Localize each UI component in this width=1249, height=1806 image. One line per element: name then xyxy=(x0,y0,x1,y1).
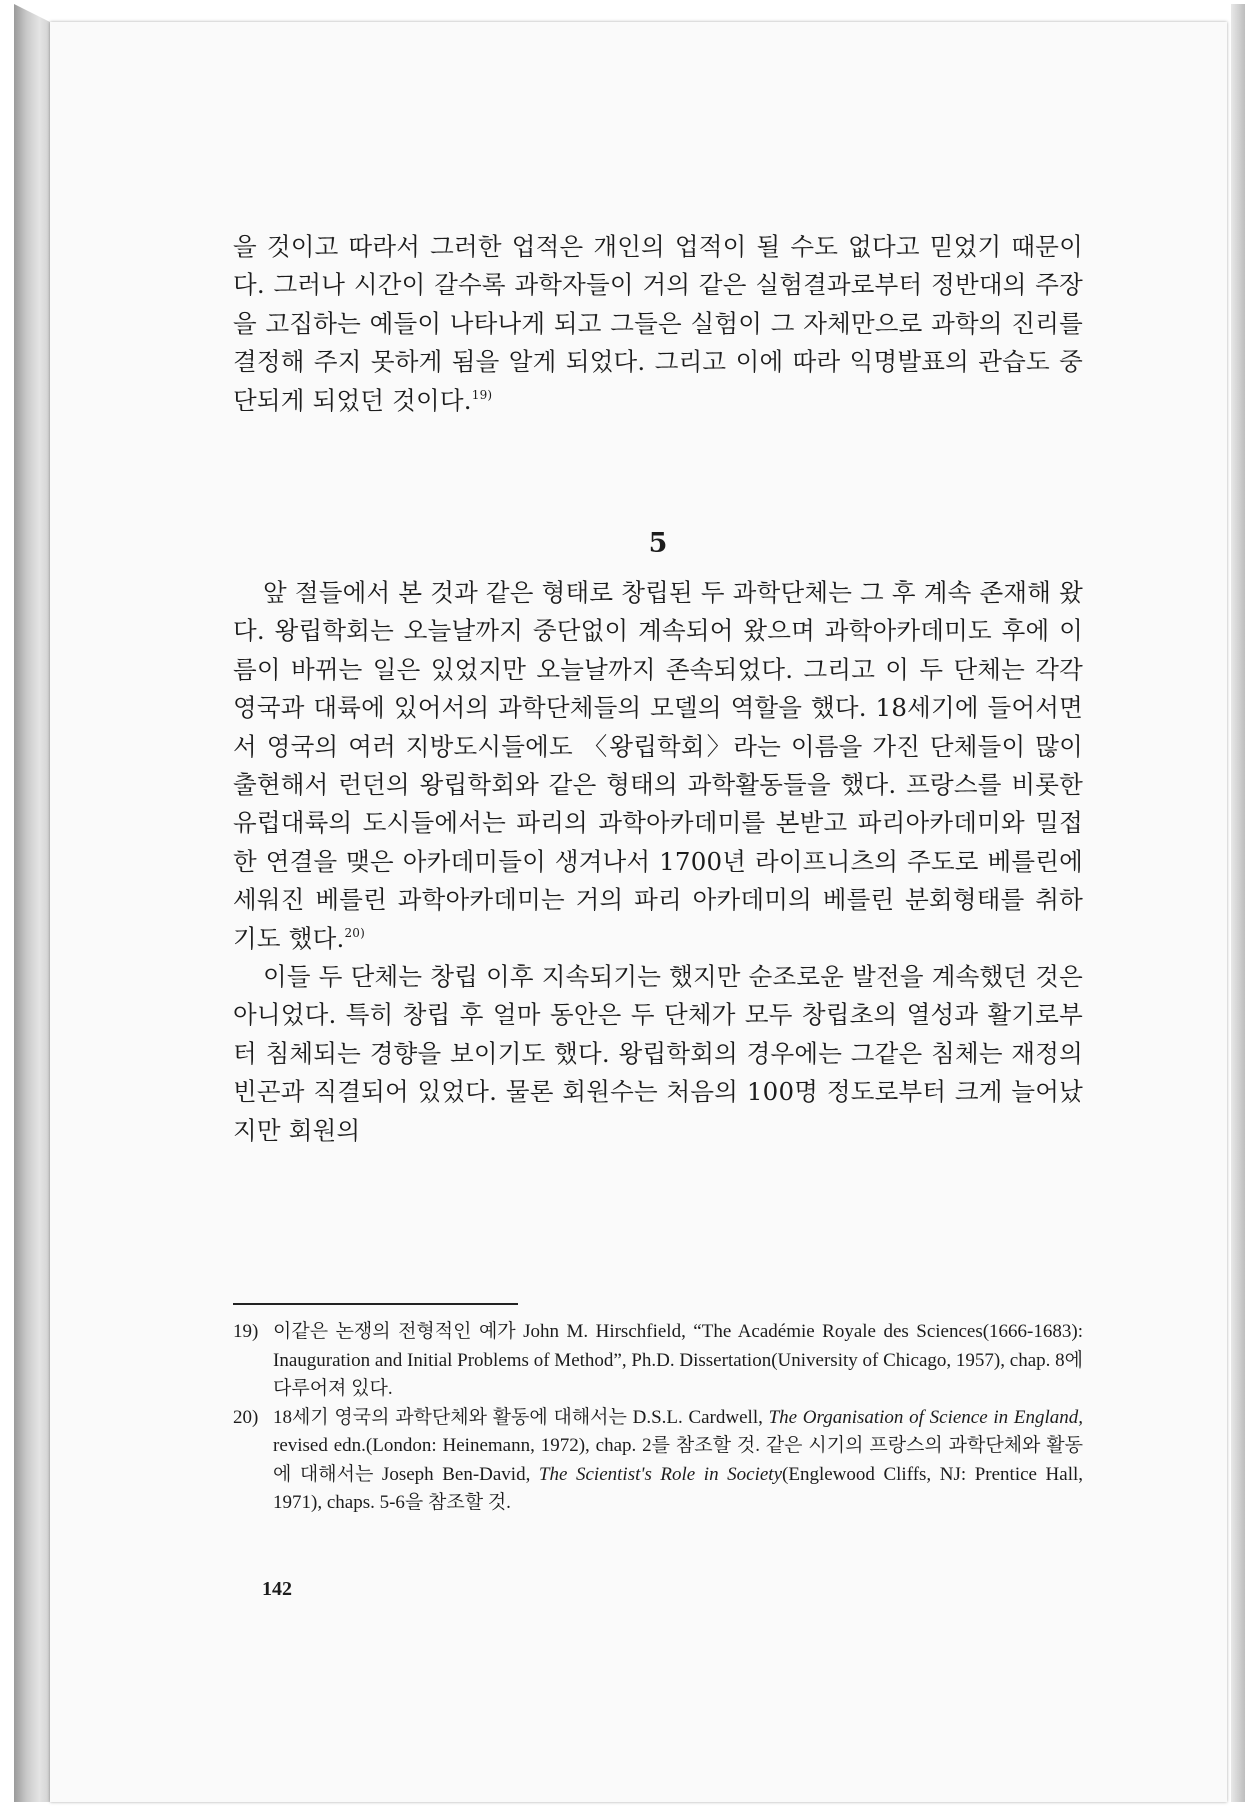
footnote-number: 19) xyxy=(233,1321,259,1342)
book-page-edges xyxy=(1231,4,1245,1802)
section-paragraph-2: 이들 두 단체는 창립 이후 지속되기는 했지만 순조로운 발전을 계속했던 것은 아니었다. 특히 창립 후 얼마 동안은 두 단체가 모두 창립초의 열성과 활기로부터 침체되는 경향을 보이기도 했다. 왕립학회의 경우에는 그같은 침체는 재정의 빈곤과 직결되어 있었다. 물론 회원수는 처음의 100명 정도로부터 크게 늘어났지만 회원의 xyxy=(233,962,1083,1145)
footnotes xyxy=(233,1318,1083,1518)
footnote-ref-20: 20) xyxy=(344,925,366,940)
opening-paragraph-text: 을 것이고 따라서 그러한 업적은 개인의 업적이 될 수도 없다고 믿었기 때문이다. 그러나 시간이 갈수록 과학자들이 거의 같은 실험결과로부터 정반대의 주장을 고집하는 예들이 나타나게 되고 그들은 실험이 그 자체만으로 과학의 진리를 결정해 주지 못하게 됨을 알게 되었다. 그리고 이에 따라 익명발표의 관습도 중단되게 되었던 것이다. xyxy=(233,232,1083,415)
book-title: The Organisation of Science in England, xyxy=(768,1406,1083,1428)
footnote-19 xyxy=(233,1318,1083,1404)
footnote-text xyxy=(273,1404,1083,1518)
book-spine-edge xyxy=(14,4,50,1802)
section-paragraph-1: 앞 절들에서 본 것과 같은 형태로 창립된 두 과학단체는 그 후 계속 존재해 왔다. 왕립학회는 오늘날까지 중단없이 계속되어 왔으며 과학아카데미도 후에 이름이 바뀌는 일은 있었지만 오늘날까지 존속되었다. 그리고 이 두 단체는 각각 영국과 대륙에 있어서의 과학단체들의 모델의 역할을 했다. 18세기에 들어서면서 영국의 여러 지방도시들에도 〈왕립학회〉라는 이름을 가진 단체들이 많이 출현해서 런던의 왕립학회와 같은 형태의 과학활동들을 했다. 프랑스를 비롯한 유럽대륙의 도시들에서는 파리의 과학아카데미를 본받고 파리아카데미와 밀접한 연결을 맺은 아카데미들이 생겨나서 1700년 라이프니츠의 주도로 베를린에 세워진 베를린 과학아카데미는 거의 파리 아카데미의 베를린 분회형태를 취하기도 했다. xyxy=(233,578,1083,953)
footnote-text-part: (Englewood Cliffs, NJ: Prentice Hall, 1971), chaps. 5-6을 참조할 것. xyxy=(273,1463,1083,1513)
book-title: The Scientist's Role in Society xyxy=(538,1463,783,1485)
section-number: 5 xyxy=(648,528,668,559)
footnote-divider xyxy=(233,1303,518,1305)
footnote-ref-19: 19) xyxy=(471,387,493,402)
footnote-number: 20) xyxy=(233,1406,259,1428)
section-body xyxy=(233,574,1083,1150)
footnote-20 xyxy=(233,1404,1083,1518)
opening-paragraph xyxy=(233,228,1083,420)
footnote-text-part: 18세기 영국의 과학단체와 활동에 대해서는 D.S.L. Cardwell, xyxy=(273,1406,763,1428)
footnote-text-part: revised edn.(London: Heinemann, 1972), chap. 2를 참조할 것. 같은 시기의 프랑스의 과학단체와 활동에 대해서는 Joseph Ben-David, xyxy=(273,1435,1083,1485)
page-number: 142 xyxy=(262,1578,292,1600)
footnote-text: 이같은 논쟁의 전형적인 예가 John M. Hirschfield, “The Académie Royale des Sciences(1666-1683): Inauguration and Initial Problems of Method”, Ph.D. Dissertation(University of Chicago, 1957), chap. 8에 다루어져 있다. xyxy=(273,1321,1083,1399)
